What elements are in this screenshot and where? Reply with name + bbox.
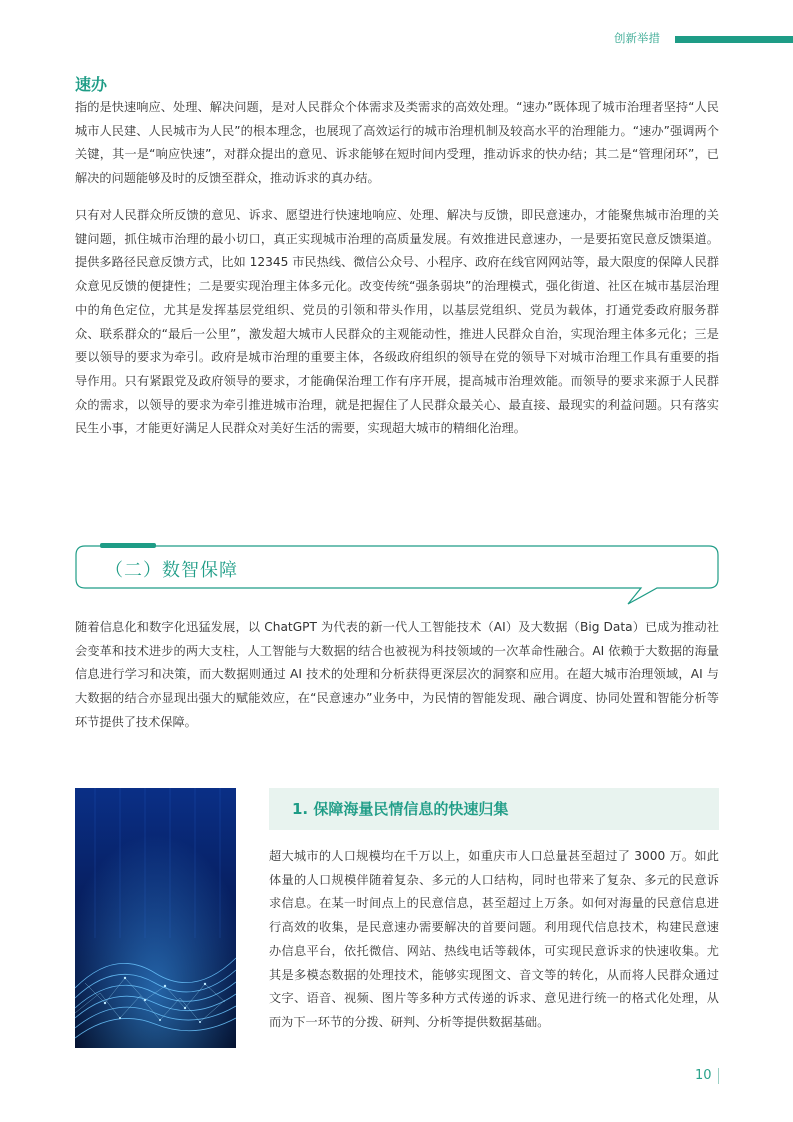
digital-wave-image xyxy=(75,788,236,1048)
suban-paragraph-1: 指的是快速响应、处理、解决问题，是对人民群众个体需求及类需求的高效处理。“速办”既体现了城市治理者坚持“人民城市人民建、人民城市为人民”的根本理念，也展现了高效运行的城市治理机制及较高水平的治理能力。“速办”强调两个关键，其一是“响应快速”，对群众提出的意见、诉求能够在短时间内受理，推动诉求的快办结；其二是“管理闭环”，已解决的问题能够及时的反馈至群众，推动诉求的真办结。 xyxy=(75,100,719,186)
subsection-title: 1. 保障海量民情信息的快速归集 xyxy=(292,800,509,818)
section-two-paragraph: 随着信息化和数字化迅猛发展，以 ChatGPT 为代表的新一代人工智能技术（AI）及大数据（Big Data）已成为推动社会变革和技术进步的两大支柱，人工智能与大数据的结合也被视为科技领域的一次革命性融合。AI 依赖于大数据的海量信息进行学习和决策，而大数据则通过 AI 技术的处理和分析获得更深层次的洞察和应用。在超大城市治理领域，AI 与大数据的结合亦显现出强大的赋能效应，在“民意速办”业务中，为民情的智能发现、融合调度、协同处置和智能分析等环节提供了技术保障。 xyxy=(75,620,719,729)
header-section-label: 创新举措 xyxy=(614,31,660,45)
header-accent-bar xyxy=(675,36,793,43)
section-banner xyxy=(75,543,719,605)
subsection-paragraph: 超大城市的人口规模均在千万以上，如重庆市人口总量甚至超过了 3000 万。如此体量的人口规模伴随着复杂、多元的人口结构，同时也带来了复杂、多元的民意诉求信息。在某一时间点上的民意信息，甚至超过上万条。如何对海量的民意信息进行高效的收集，是民意速办需要解决的首要问题。利用现代信息技术，构建民意速办信息平台，依托微信、网站、热线电话等载体，可实现民意诉求的快速收集。尤其是多模态数据的处理技术，能够实现图文、音文等的转化，从而将人民群众通过文字、语音、视频、图片等多种方式传递的诉求、意见进行统一的格式化处理，从而为下一环节的分拨、研判、分析等提供数据基础。 xyxy=(269,849,719,1029)
data-wave-icon xyxy=(75,788,236,1048)
banner-title: （二）数智保障 xyxy=(105,560,238,581)
suban-paragraph-2: 只有对人民群众所反馈的意见、诉求、愿望进行快速地响应、处理、解决与反馈，即民意速办，才能聚焦城市治理的关键问题，抓住城市治理的最小切口，真正实现城市治理的高质量发展。有效推进民意速办，一是要拓宽民意反馈渠道。提供多路径民意反馈方式，比如 12345 市民热线、微信公众号、小程序、政府在线官网网站等，最大限度的保障人民群众意见反馈的便捷性；二是要实现治理主体多元化。改变传统“强条弱块”的治理模式，强化街道、社区在城市基层治理中的角色定位，尤其是发挥基层党组织、党员的引领和带头作用，以基层党组织、党员为载体，打通党委政府服务群众、联系群众的“最后一公里”，激发超大城市人民群众的主观能动性，推进人民群众自治，实现治理主体多元化；三是要以领导的要求为牵引。政府是城市治理的重要主体，各级政府组织的领导在党的领导下对城市治理工作具有重要的指导作用。只有紧跟党及政府领导的要求，才能确保治理工作有序开展，提高城市治理效能。而领导的要求来源于人民群众的需求，以领导的要求为牵引推进城市治理，就是把握住了人民群众最关心、最直接、最现实的利益问题。只有落实民生小事，才能更好满足人民群众对美好生活的需要，实现超大城市的精细化治理。 xyxy=(75,208,719,436)
section-title-suban: 速办 xyxy=(75,75,108,94)
subsection-heading xyxy=(269,788,719,830)
page-number-divider xyxy=(718,1068,719,1084)
page-number: 10 xyxy=(695,1068,712,1083)
